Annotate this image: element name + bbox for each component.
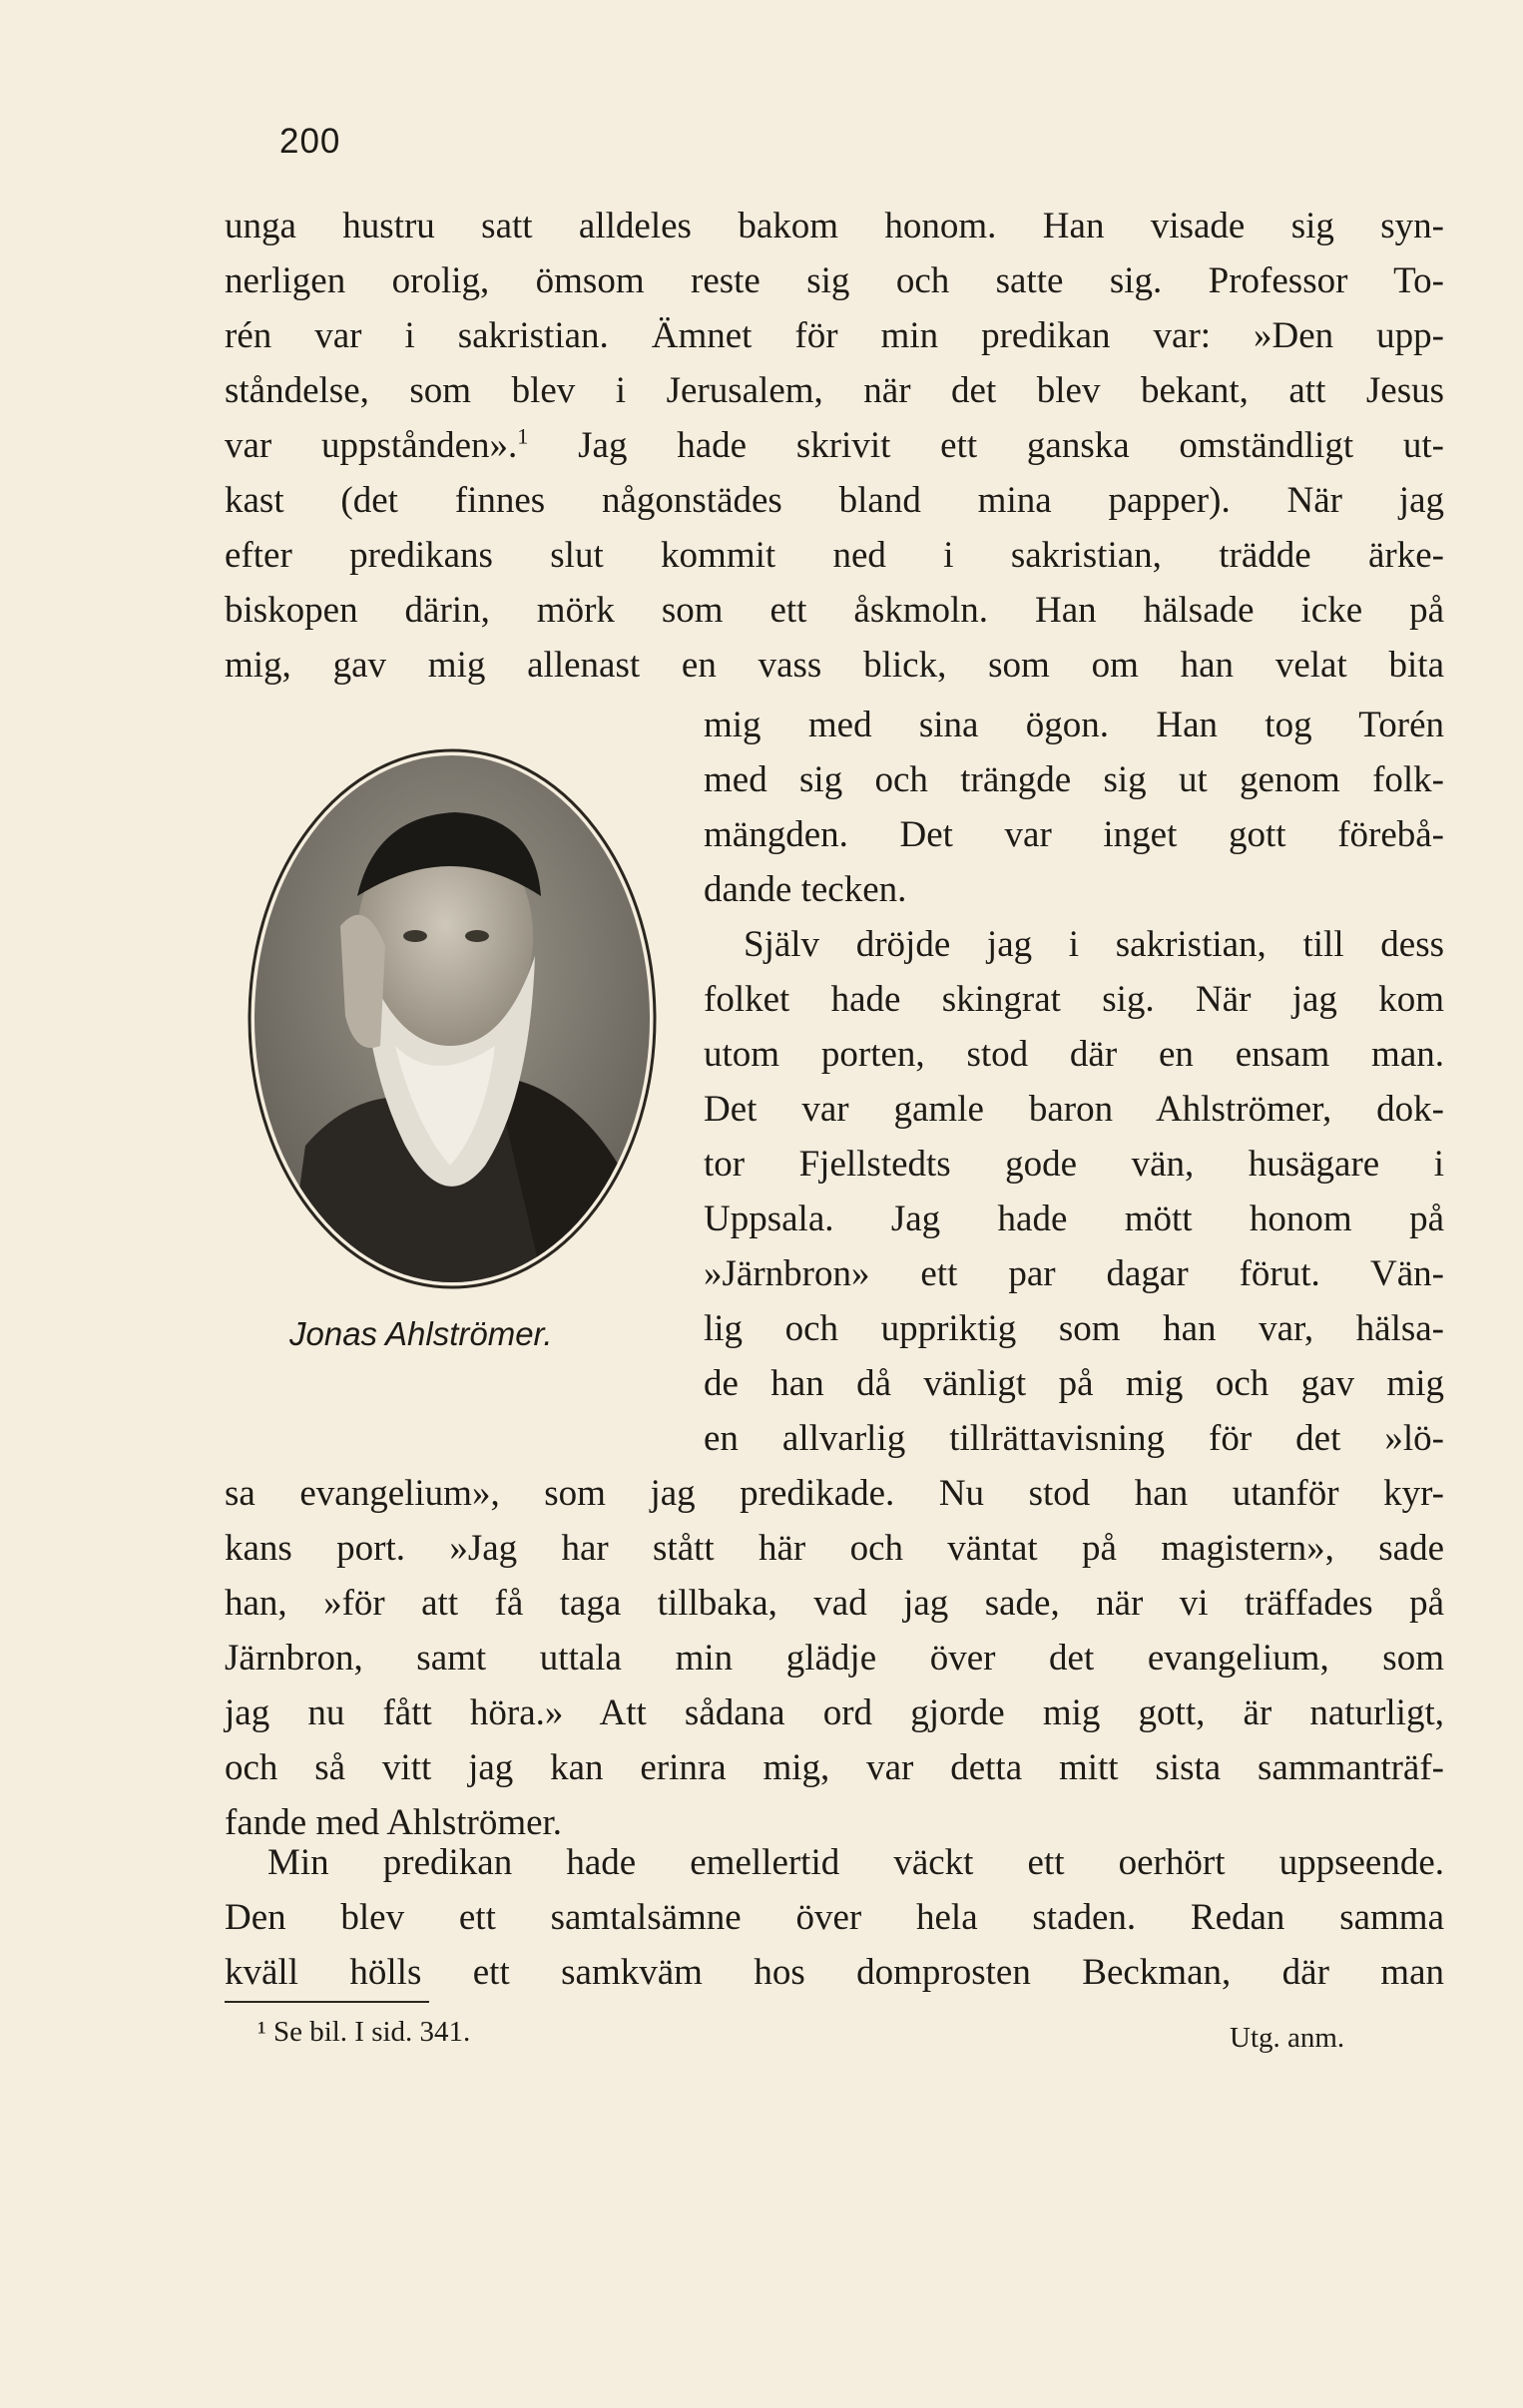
text-line: biskopen därin, mörk som ett åskmoln. Han hälsade icke på — [225, 590, 1444, 631]
portrait-illustration — [246, 746, 659, 1291]
text-line: med sig och trängde sig ut genom folk- — [704, 759, 1444, 800]
text-line: mängden. Det var inget gott förebå- — [704, 814, 1444, 855]
footnote-text: ¹ Se bil. I sid. 341. — [257, 2016, 471, 2048]
text-line: fande med Ahlströmer. — [225, 1802, 563, 1843]
text-line-with-footnote — [225, 419, 1444, 473]
text-line: rén var i sakristian. Ämnet för min predikan var: »Den upp- — [225, 315, 1444, 356]
text-line: Järnbron, samt uttala min glädje över det evangelium, som — [225, 1638, 1444, 1679]
text-line: Uppsala. Jag hade mött honom på — [704, 1199, 1444, 1239]
text-line: en allvarlig tillrättavisning för det »lö- — [704, 1418, 1444, 1459]
text-line: dande tecken. — [704, 869, 907, 910]
text-line: och så vitt jag kan erinra mig, var detta mitt sista sammanträf- — [225, 1747, 1444, 1788]
text-line: efter predikans slut kommit ned i sakristian, trädde ärke- — [225, 535, 1444, 576]
text-line: Det var gamle baron Ahlströmer, dok- — [704, 1089, 1444, 1130]
text-line: sa evangelium», som jag predikade. Nu stod han utanför kyr- — [225, 1473, 1444, 1514]
footnote-editor-note: Utg. anm. — [1230, 2022, 1345, 2054]
text-segment: Jag hade skrivit ett ganska omständligt ut- — [578, 425, 1444, 466]
text-line: han, »för att få taga tillbaka, vad jag sade, när vi träffades på — [225, 1583, 1444, 1624]
text-line: jag nu fått höra.» Att sådana ord gjorde mig gott, är naturligt, — [225, 1692, 1444, 1733]
text-line: mig, gav mig allenast en vass blick, som om han velat bita — [225, 645, 1444, 686]
text-line: Den blev ett samtalsämne över hela staden. Redan samma — [225, 1897, 1444, 1938]
text-line: de han då vänligt på mig och gav mig — [704, 1363, 1444, 1404]
footnote-marker: 1 — [517, 423, 529, 449]
text-line: kväll hölls ett samkväm hos domprosten Beckman, där man — [225, 1952, 1444, 1993]
text-line: unga hustru satt alldeles bakom honom. Han visade sig syn- — [225, 206, 1444, 246]
text-line: kans port. »Jag har stått här och väntat på magistern», sade — [225, 1528, 1444, 1569]
text-line: mig med sina ögon. Han tog Torén — [704, 705, 1444, 745]
text-line: Min predikan hade emellertid väckt ett oerhört uppseende. — [267, 1842, 1444, 1883]
text-line: lig och uppriktig som han var, hälsa- — [704, 1308, 1444, 1349]
text-line: Själv dröjde jag i sakristian, till dess — [744, 924, 1444, 965]
page-number: 200 — [279, 122, 341, 161]
portrait-photo — [246, 746, 659, 1291]
footnote-divider — [225, 2001, 429, 2003]
text-line: ståndelse, som blev i Jerusalem, när det blev bekant, att Jesus — [225, 370, 1444, 411]
text-line: utom porten, stod där en ensam man. — [704, 1034, 1444, 1075]
text-line: tor Fjellstedts gode vän, husägare i — [704, 1144, 1444, 1185]
portrait-caption: Jonas Ahlströmer. — [289, 1315, 553, 1352]
text-segment: var uppstånden». — [225, 425, 518, 466]
text-line: »Järnbron» ett par dagar förut. Vän- — [704, 1253, 1444, 1294]
text-line: nerligen orolig, ömsom reste sig och satte sig. Professor To- — [225, 260, 1444, 301]
text-line: kast (det finnes någonstädes bland mina papper). När jag — [225, 480, 1444, 521]
text-line: folket hade skingrat sig. När jag kom — [704, 979, 1444, 1020]
